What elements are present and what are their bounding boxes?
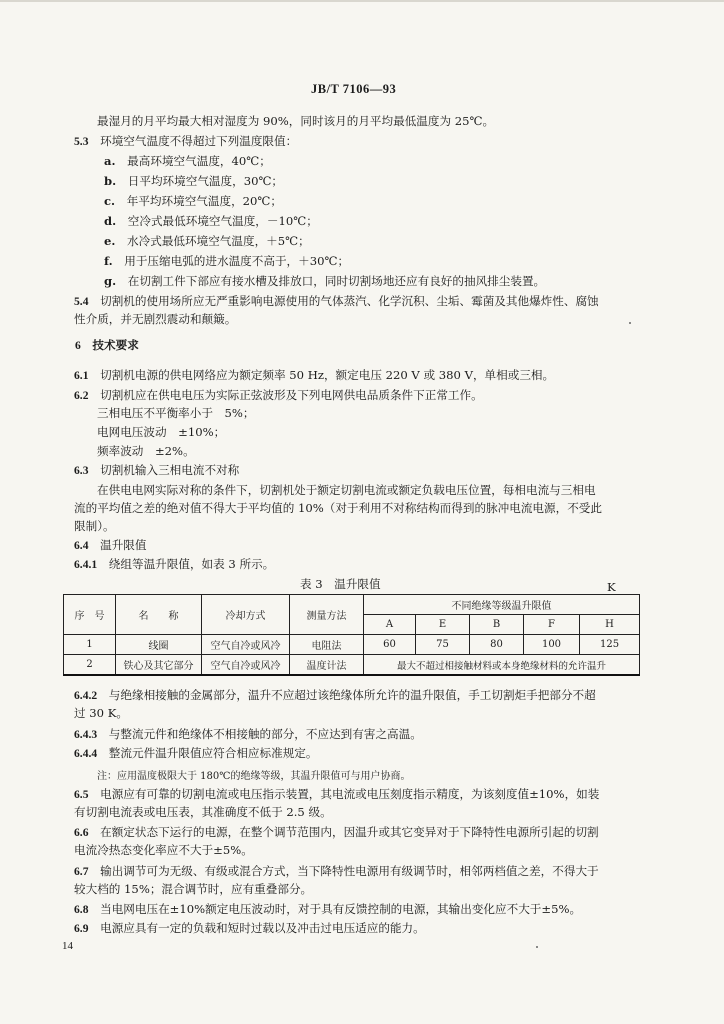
list-item [104,274,545,288]
note: 注：应用温度极限大于 180℃的绝缘等级，其温升限值可与用户协商。 [97,771,411,782]
clause-6-2 [74,388,483,403]
item-text: 最高环境空气温度，40℃； [127,154,271,168]
clause-6-8 [74,902,581,917]
clause-6-3-line2: 流的平均值之差的绝对值不得大于平均值的 10%（对于利用不对称结构而得到的脉冲电流电源，不受此 [74,501,602,515]
clause-number: 6.5 [74,788,89,801]
list-item: 频率波动 ±2%。 [97,444,195,458]
item-text: 日平均环境空气温度，30℃； [127,174,284,188]
header-cell: 名 称 [116,595,202,635]
table-row [64,635,640,655]
list-item [104,154,271,168]
item-letter: c. [104,194,116,208]
list-item [104,254,349,268]
table-cell: 空气自冷或风冷 [202,635,290,655]
scan-speck [536,946,538,948]
table-cell: 60 [364,635,416,655]
clause-text: 绕组等温升限值，如表 3 所示。 [108,557,275,571]
clause-6-1 [74,368,554,383]
clause-number: 6.2 [74,389,89,402]
clause-6-9 [74,921,425,936]
clause-6-6 [74,825,599,840]
table-cell: 125 [580,635,640,655]
clause-number: 6.4.3 [74,728,98,741]
clause-number: 6.9 [74,922,89,935]
clause-text: 电源应具有一定的负载和短时过载以及冲击过电压适应的能力。 [100,921,425,935]
clause-5-3 [74,134,297,149]
clause-text: 整流元件温升限值应符合相应标准规定。 [108,746,318,760]
clause-number: 6.4.1 [74,558,98,571]
list-item [104,194,282,208]
header-cell: 序 号 [64,595,116,635]
clause-text: 切割机电源的供电网络应为额定频率 50 Hz，额定电压 220 V 或 380 V，单相或三相。 [100,368,555,382]
table-cell: 电阻法 [290,635,364,655]
table-cell: 75 [416,635,470,655]
scan-speck [629,322,631,324]
temperature-rise-table [63,594,640,676]
clause-text: 与绝缘相接触的金属部分，温升不应超过该绝缘体所允许的温升限值，手工切割炬手把部分不超 [108,688,596,702]
clause-6-4-2-cont: 过 30 K。 [74,706,128,720]
list-item: 三相电压不平衡率小于 5%； [97,406,255,420]
item-text: 水冷式最低环境空气温度，＋5℃； [127,234,310,248]
table-cell: 1 [64,635,116,655]
item-letter: g. [104,274,117,288]
clause-number: 6.4.4 [74,747,98,760]
header-cell: F [524,615,580,635]
item-text: 空冷式最低环境空气温度，－10℃； [127,214,318,228]
clause-text: 与整流元件和绝缘体不相接触的部分，不应达到有害之高温。 [108,727,422,741]
list-item [104,174,283,188]
clause-6-4-2 [74,688,596,703]
header-cell: 冷却方式 [202,595,290,635]
table-cell: 线圈 [116,635,202,655]
table-caption: 表 3 温升限值 [300,577,381,591]
list-item [104,234,310,248]
item-letter: a. [104,154,116,168]
clause-number: 6.3 [74,464,89,477]
clause-number: 5.4 [74,295,89,308]
item-text: 在切割工件下部应有接水槽及排放口，同时切割场地还应有良好的抽风排尘装置。 [127,274,546,288]
header-cell: E [416,615,470,635]
clause-title: 温升限值 [100,538,147,552]
table-cell: 100 [524,635,580,655]
clause-5-4 [74,294,599,309]
clause-number: 6.7 [74,865,89,878]
clause-6-5 [74,787,599,802]
list-item: 电网电压波动 ±10%； [97,425,226,439]
clause-5-4-cont: 性介质，并无剧烈震动和颠簸。 [74,312,237,326]
table-row [64,655,640,676]
clause-number: 6.4 [74,539,89,552]
clause-6-5-cont: 有切割电流表或电压表，其准确度不低于 2.5 级。 [74,805,332,819]
item-letter: b. [104,174,117,188]
clause-text: 环境空气温度不得超过下列温度限值： [100,134,298,148]
clause-number: 5.3 [74,135,89,148]
table-cell: 铁心及其它部分 [116,655,202,676]
clause-6-7-cont: 较大档的 15%；混合调节时，应有重叠部分。 [74,882,313,896]
clause-text: 当电网电压在±10%额定电压波动时，对于具有反馈控制的电源，其输出变化应不大于±5%。 [100,902,582,916]
scan-edge [0,0,724,2]
clause-6-7 [74,864,599,879]
clause-text: 切割机的使用场所应无严重影响电源使用的气体蒸汽、化学沉积、尘垢、霉菌及其他爆炸性、腐蚀 [100,294,599,308]
clause-6-3-line3: 限制）。 [74,519,115,533]
clause-6-3 [74,463,239,478]
clause-6-4-3 [74,727,422,742]
list-item [104,214,318,228]
header-cell: H [580,615,640,635]
clause-6-4-1 [74,557,274,572]
header-cell: B [470,615,524,635]
clause-text: 输出调节可为无级、有级或混合方式，当下降特性电源用有级调节时，相邻两档值之差，不得大于 [100,864,599,878]
item-text: 年平均环境空气温度，20℃； [126,194,282,208]
clause-number: 6.6 [74,826,89,839]
clause-number: 6.4.2 [74,689,98,702]
item-letter: f. [104,254,113,268]
header-cell: 测量方法 [290,595,364,635]
clause-text: 在额定状态下运行的电源，在整个调节范围内，因温升或其它变异对于下降特性电源所引起的切割 [100,825,599,839]
table-cell: 温度计法 [290,655,364,676]
page-number: 14 [62,940,73,952]
table-cell: 2 [64,655,116,676]
table-unit: K [607,580,616,594]
clause-text: 切割机应在供电电压为实际正弦波形及下列电网供电品质条件下正常工作。 [100,388,483,402]
item-letter: d. [104,214,117,228]
clause-number: 6.1 [74,369,89,382]
clause-text: 电源应有可靠的切割电流或电压指示装置，其电流或电压刻度指示精度，为该刻度值±10%，如装 [100,787,600,801]
standard-header: JB/T 7106—93 [311,82,397,96]
para-humidity: 最湿月的月平均最大相对湿度为 90%，同时该月的月平均最低温度为 25℃。 [97,114,495,128]
section-title: 技术要求 [92,338,139,352]
item-letter: e. [104,234,116,248]
clause-6-4-4 [74,746,318,761]
clause-6-4 [74,538,147,553]
table-cell: 空气自冷或风冷 [202,655,290,676]
table-header-row [64,595,640,615]
item-text: 用于压缩电弧的进水温度不高于，＋30℃； [124,254,350,268]
clause-6-6-cont: 电流冷热态变化率应不大于±5%。 [74,843,253,857]
clause-title: 切割机输入三相电流不对称 [100,463,240,477]
table-cell: 80 [470,635,524,655]
clause-6-3-line1: 在供电电网实际对称的条件下，切割机处于额定切割电流或额定负载电压位置，每相电流与三相电 [97,483,596,497]
header-cell: 不同绝缘等级温升限值 [364,595,640,615]
clause-number: 6.8 [74,903,89,916]
table-cell: 最大不超过相接触材料或本身绝缘材料的允许温升 [364,655,640,676]
header-cell: A [364,615,416,635]
section-number: 6 [75,339,81,352]
section-6-heading [75,338,139,353]
